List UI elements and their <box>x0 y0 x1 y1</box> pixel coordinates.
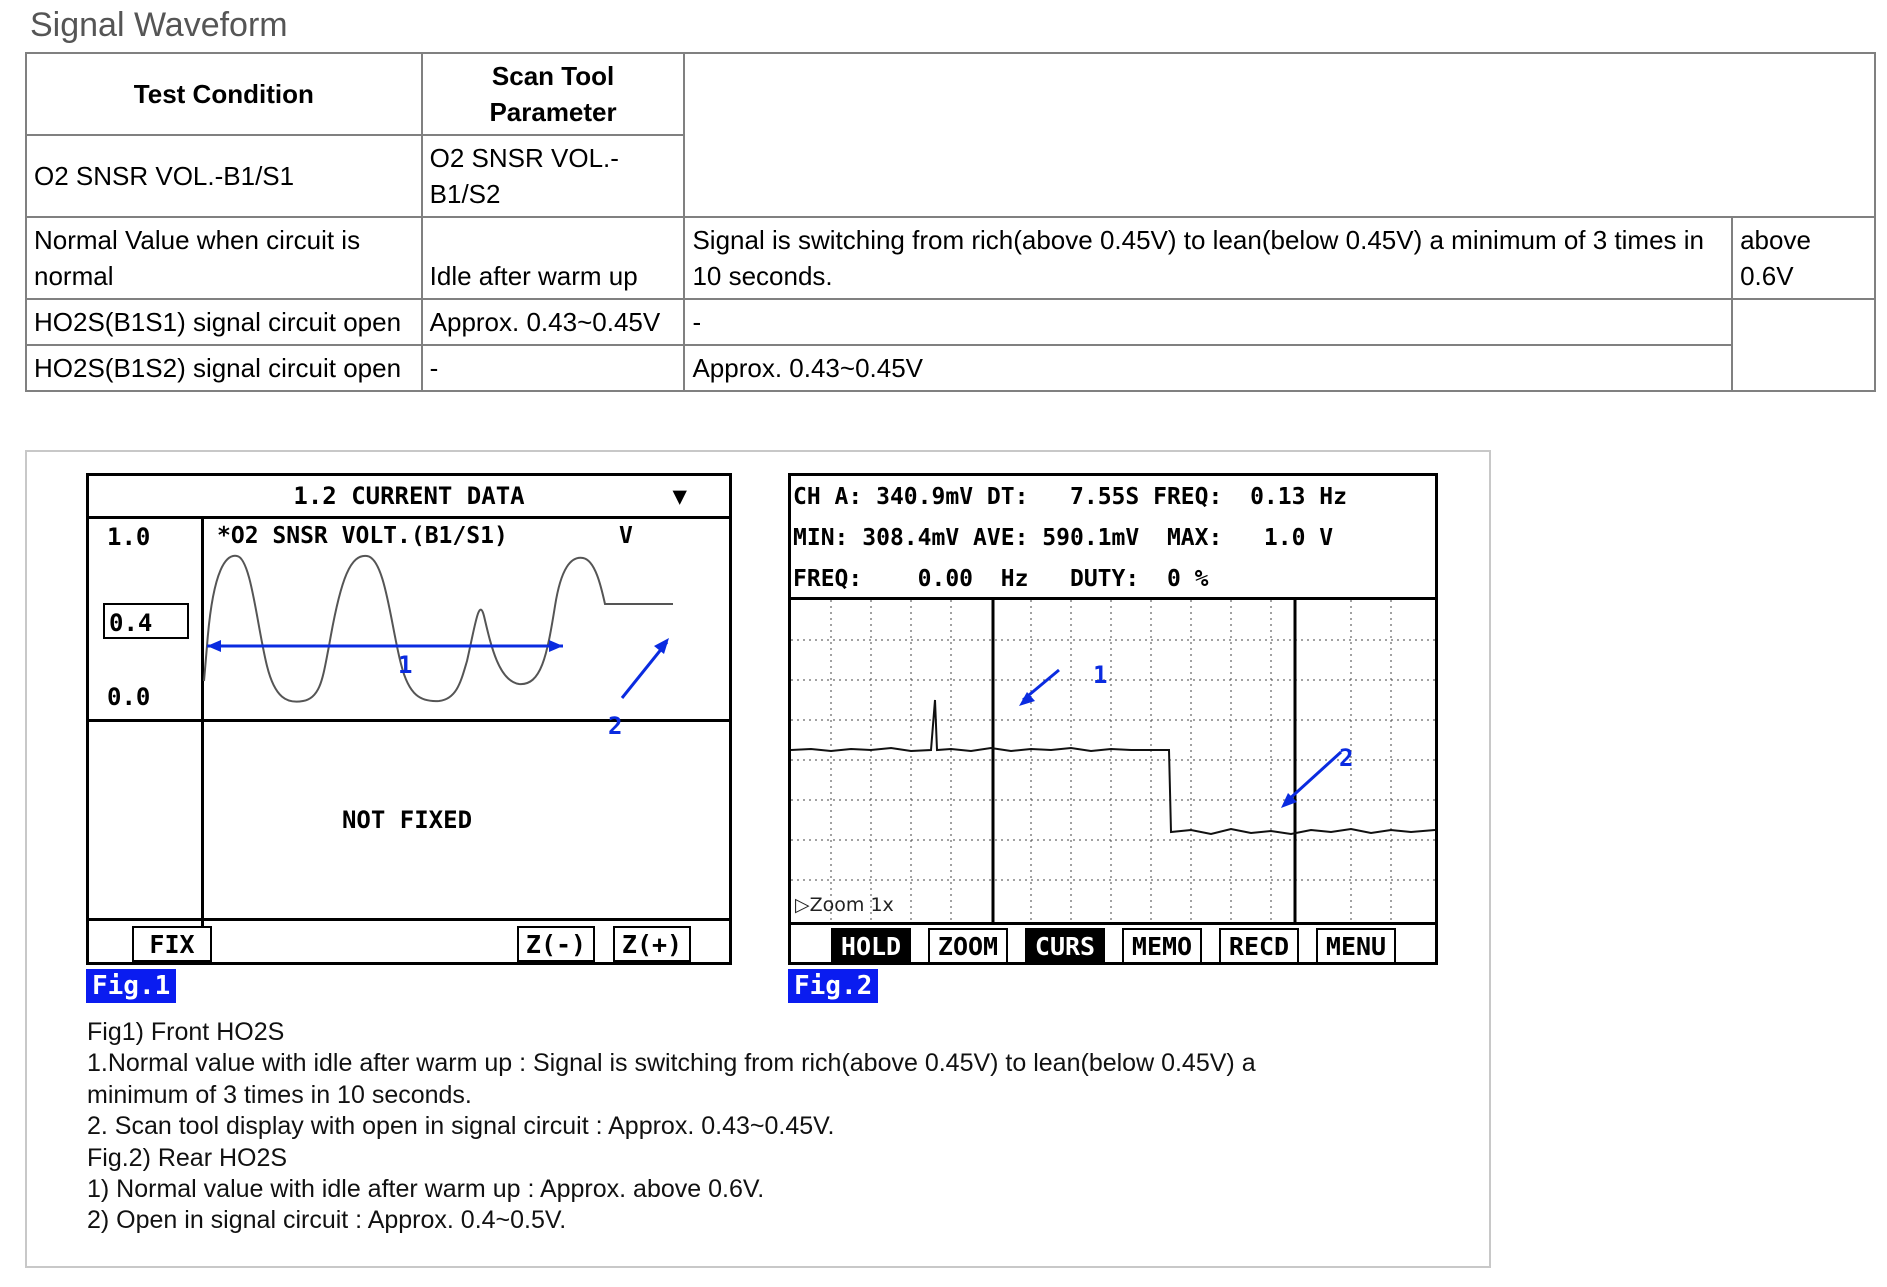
readout-line-1: CH A: 340.9mV DT: 7.55S FREQ: 0.13 Hz <box>793 484 1347 510</box>
y-axis-top: 1.0 <box>107 523 151 551</box>
blank-cell <box>1732 299 1875 391</box>
not-fixed-text: NOT FIXED <box>341 806 473 834</box>
note-line: 2) Open in signal circuit : Approx. 0.4~0.5V. <box>87 1206 567 1235</box>
row-s1-open-label: HO2S(B1S1) signal circuit open <box>26 299 422 345</box>
fig1-header: 1.2 CURRENT DATA <box>89 476 729 519</box>
row-normal-s1: Signal is switching from rich(above 0.45V) to lean(below 0.45V) a minimum of 3 times in 10 seconds. <box>684 217 1732 299</box>
readout-line-2: MIN: 308.4mV AVE: 590.1mV MAX: 1.0 V <box>793 525 1334 551</box>
fig1-screen <box>86 473 732 965</box>
header-scan-tool-parameter: Scan Tool Parameter <box>422 53 685 135</box>
zoom-indicator: ▷Zoom 1x <box>795 894 894 916</box>
curs-button[interactable]: CURS <box>1025 928 1105 964</box>
zoom-in-button[interactable]: Z(+) <box>613 926 691 962</box>
signal-label: *O2 SNSR VOLT.(B1/S1) <box>217 523 508 549</box>
blank-cell <box>684 53 1875 217</box>
y-axis-bottom: 0.0 <box>107 683 151 711</box>
callout-2: 2 <box>1339 744 1354 772</box>
note-line: 2. Scan tool display with open in signal circuit : Approx. 0.43~0.45V. <box>87 1112 835 1141</box>
callout-2: 2 <box>608 712 623 740</box>
fig1-tag: Fig.1 <box>86 969 176 1003</box>
fig1-waveform <box>89 476 729 962</box>
figure-notes <box>87 1017 1256 1237</box>
fig2-tag: Fig.2 <box>788 969 878 1003</box>
row-s2-open-s1: - <box>422 345 685 391</box>
row-s2-open-s2: Approx. 0.43~0.45V <box>684 345 1732 391</box>
menu-down-icon: ▼ <box>672 482 687 510</box>
hold-button[interactable]: HOLD <box>831 928 911 964</box>
param-b1s1: O2 SNSR VOL.-B1/S1 <box>26 135 422 217</box>
row-s2-open-label: HO2S(B1S2) signal circuit open <box>26 345 422 391</box>
table-row <box>26 345 1875 391</box>
table-row <box>26 53 1875 135</box>
spec-table <box>25 52 1876 392</box>
note-line: Fig.2) Rear HO2S <box>87 1143 288 1172</box>
section-title: Signal Waveform <box>30 6 288 44</box>
row-normal-s2: above 0.6V <box>1732 217 1875 299</box>
memo-button[interactable]: MEMO <box>1122 928 1202 964</box>
unit-label: V <box>619 523 633 549</box>
zoom-button[interactable]: ZOOM <box>928 928 1008 964</box>
row-normal-condition: Idle after warm up <box>422 217 685 299</box>
menu-button[interactable]: MENU <box>1316 928 1396 964</box>
note-line: minimum of 3 times in 10 seconds. <box>87 1080 472 1109</box>
readout-line-3: FREQ: 0.00 Hz DUTY: 0 % <box>793 566 1209 592</box>
fix-button[interactable]: FIX <box>132 926 212 962</box>
note-line: Fig1) Front HO2S <box>87 1018 285 1046</box>
note-line: 1.Normal value with idle after warm up : Signal is switching from rich(above 0.45V) to lean(below 0.45V) a <box>87 1049 1256 1078</box>
param-b1s2: O2 SNSR VOL.-B1/S2 <box>422 135 685 217</box>
callout-1: 1 <box>398 651 413 679</box>
fig2-screen <box>788 473 1438 965</box>
callout-1: 1 <box>1093 661 1108 689</box>
recd-button[interactable]: RECD <box>1219 928 1299 964</box>
row-s1-open-s1: Approx. 0.43~0.45V <box>422 299 685 345</box>
row-s1-open-s2: - <box>684 299 1732 345</box>
header-test-condition: Test Condition <box>26 53 422 135</box>
table-row <box>26 299 1875 345</box>
y-axis-mid-field[interactable]: 0.4 <box>103 603 189 639</box>
play-icon: ▷ <box>795 894 810 916</box>
zoom-out-button[interactable]: Z(-) <box>517 926 595 962</box>
table-row <box>26 217 1875 299</box>
note-line: 1) Normal value with idle after warm up : Approx. above 0.6V. <box>87 1175 765 1204</box>
row-normal-label: Normal Value when circuit is normal <box>26 217 422 299</box>
divider <box>791 922 1435 925</box>
